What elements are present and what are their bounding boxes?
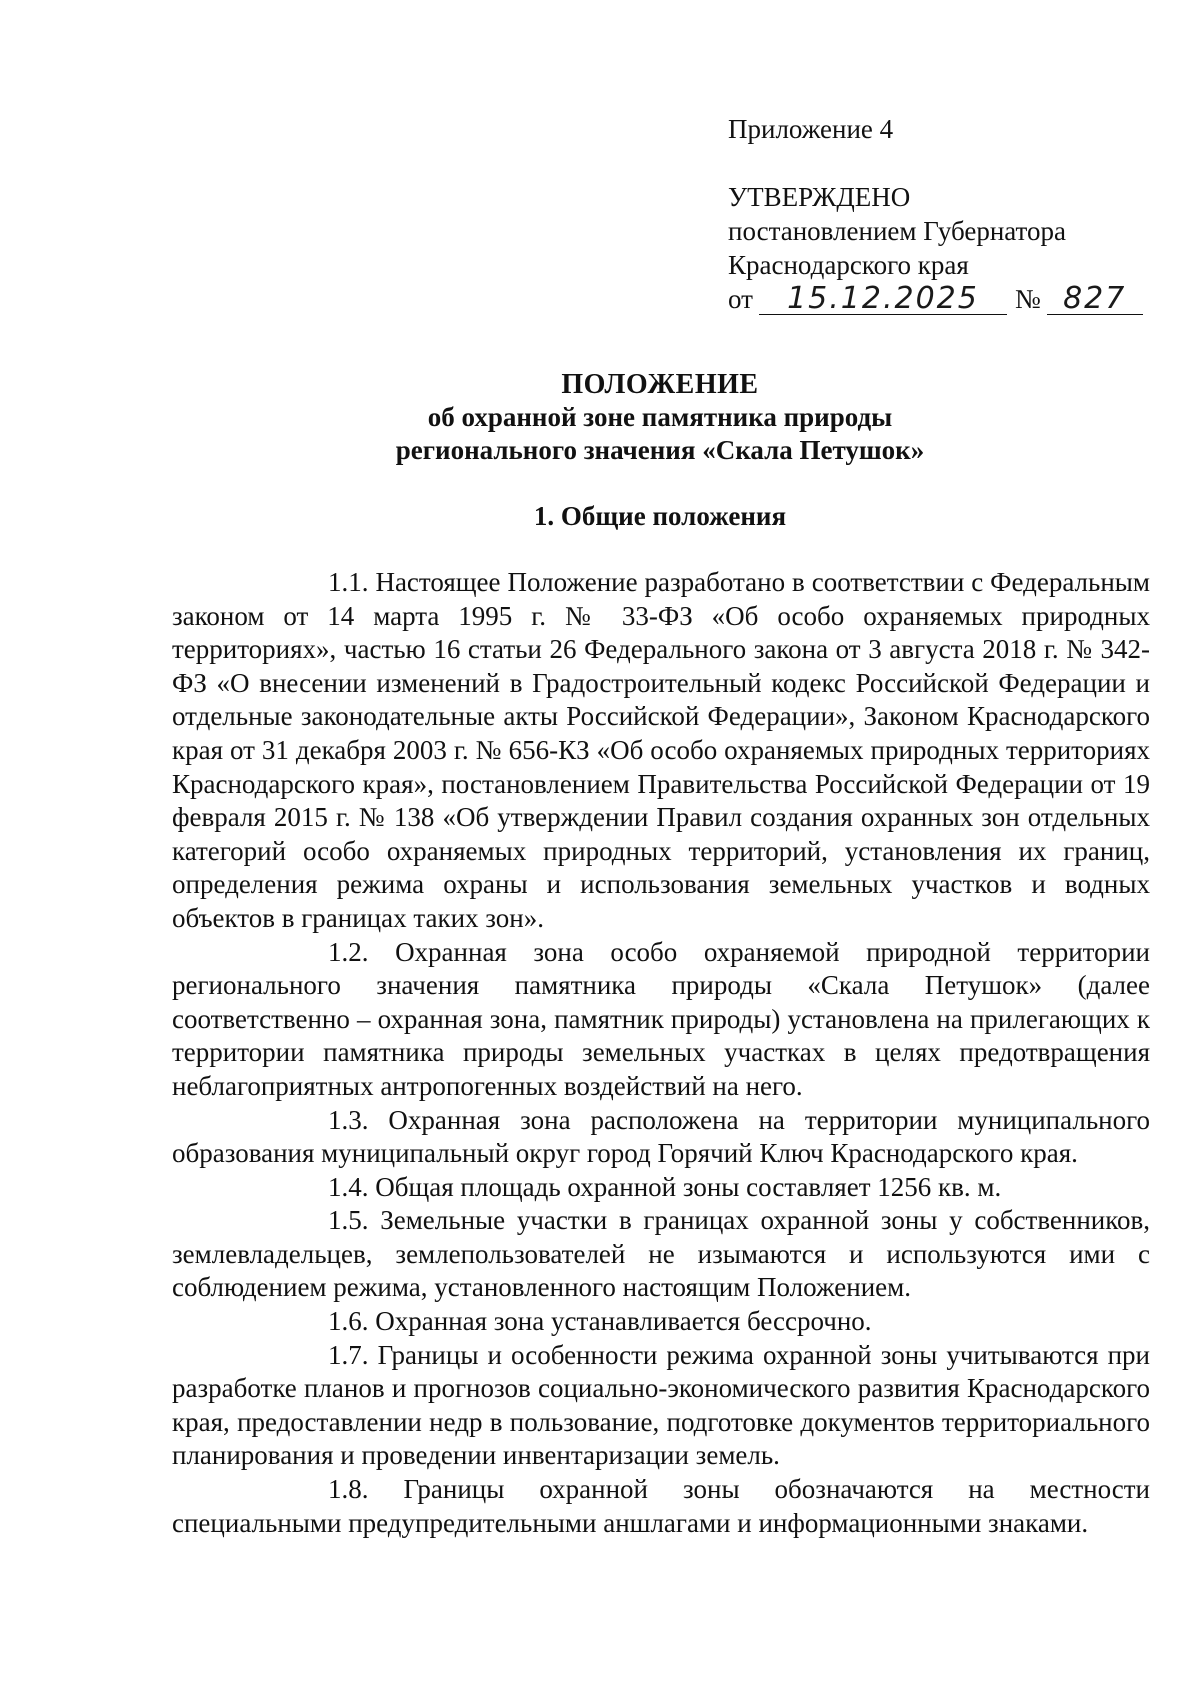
paragraph-number: 1.7.	[328, 1339, 369, 1370]
paragraph-number: 1.8.	[328, 1474, 369, 1505]
paragraph	[172, 1339, 1150, 1473]
paragraph-text: Границы охранной зоны обозначаются на местности специальными предупредительными аншлагами и информационными знаками.	[172, 1474, 1150, 1538]
document-body	[172, 566, 1150, 1540]
handwritten-number: 827	[1047, 284, 1143, 315]
paragraph	[172, 1104, 1150, 1171]
approval-date-number-line	[728, 282, 1148, 316]
paragraph	[172, 1305, 1150, 1339]
approval-block	[728, 112, 1148, 316]
document-title	[160, 368, 1160, 467]
title-line-2: об охранной зоне памятника природы	[427, 402, 893, 432]
paragraph-text: Настоящее Положение разработано в соответствии с Федеральным законом от 14 марта 1995 г. № 33-ФЗ «Об особо охраняемых природных территориях», частью 16 статьи 26 Федерального закона от 3 августа 2018 г. № 342-ФЗ «О внесении изменений в Градостроительный кодекс Российской Федерации и отдельные законодательные акты Российской Федерации», Законом Краснодарского края от 31 декабря 2003 г. № 656-КЗ «Об особо охраняемых природных территориях Краснодарского края», постановлением Правительства Российской Федерации от 19 февраля 2015 г. № 138 «Об утверждении Правил создания охранных зон отдельных категорий особо охраняемых природных территорий, установления их границ, определения режима охраны и использования земельных участков и водных объектов в границах таких зон».	[172, 567, 1151, 933]
title-line-3: регионального значения «Скала Петушок»	[395, 435, 925, 465]
paragraph	[172, 566, 1150, 936]
paragraph	[172, 1473, 1150, 1540]
handwritten-date: 15.12.2025	[759, 284, 1007, 315]
approved-label: УТВЕРЖДЕНО	[728, 182, 911, 212]
paragraph-number: 1.4.	[328, 1171, 369, 1202]
paragraph-number: 1.6.	[328, 1306, 369, 1337]
paragraph	[172, 1204, 1150, 1305]
paragraph-number: 1.2.	[328, 936, 369, 967]
paragraph-number: 1.1.	[328, 567, 369, 597]
paragraph	[172, 936, 1150, 1104]
paragraph-text: Общая площадь охранной зоны составляет 1256 кв. м.	[375, 1171, 1002, 1202]
paragraph-text: Охранная зона расположена на территории муниципального образования муниципальный округ город Горячий Ключ Краснодарского края.	[172, 1104, 1150, 1169]
number-label: №	[1014, 284, 1041, 314]
approval-line-2: Краснодарского края	[728, 250, 969, 280]
paragraph-text: Земельные участки в границах охранной зоны у собственников, землевладельцев, землепользователей не изымаются и используются ими с соблюдением режима, установленного настоящим Положением.	[172, 1205, 1151, 1303]
section-heading: 1. Общие положения	[533, 501, 787, 531]
title-main: ПОЛОЖЕНИЕ	[561, 369, 759, 400]
from-label: от	[728, 284, 753, 314]
paragraph	[172, 1171, 1150, 1205]
annex-label: Приложение 4	[728, 114, 894, 144]
paragraph-text: Охранная зона особо охраняемой природной территории регионального значения памятника природы «Скала Петушок» (далее соответственно – охранная зона, памятник природы) установлена на прилегающих к территории памятника природы земельных участках в целях предотвращения неблагоприятных антропогенных воздействий на него.	[172, 936, 1150, 1101]
paragraph-text: Границы и особенности режима охранной зоны учитываются при разработке планов и прогнозов социально-экономического развития Краснодарского края, предоставлении недр в пользование, подготовке документов территориального планирования и проведении инвентаризации земель.	[172, 1339, 1151, 1471]
approval-line-1: постановлением Губернатора	[728, 216, 1066, 246]
paragraph-text: Охранная зона устанавливается бессрочно.	[375, 1306, 872, 1337]
paragraph-number: 1.3.	[328, 1104, 369, 1135]
paragraph-number: 1.5.	[328, 1205, 369, 1236]
